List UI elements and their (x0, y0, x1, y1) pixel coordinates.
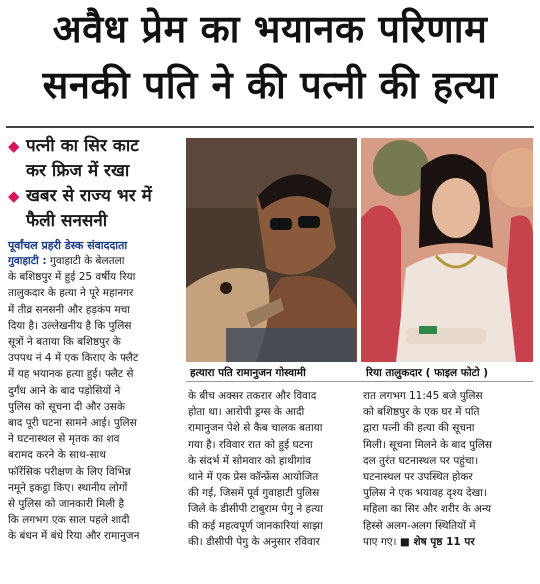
article-line: बरामद करने के साथ-साथ (8, 449, 106, 462)
bullet-2-line-1: ◆ खबर से राज्य भर में (8, 184, 180, 209)
accused-photo-illustration (186, 138, 357, 362)
diamond-icon: ◆ (8, 137, 20, 155)
article-line: हिस्से अलग-अलग स्थितियों में (363, 519, 476, 532)
article-line: के संदर्भ में सोमवार को हाथीगांव (188, 454, 312, 467)
article-line: ने घटनास्थल से मृतक का शव (8, 433, 120, 446)
article-line: दल तुरंत घटनास्थल पर पहुंचा। (363, 454, 479, 467)
bullet-1-line-2: कर फ्रिज में रखा (26, 161, 130, 181)
article-line: से पुलिस को जानकारी मिली है (8, 498, 125, 511)
article-line: गुवाहाटी : गुवाहाटी के बेलतला (8, 255, 125, 267)
article-line: गया है। रविवार रात को हुई घटना (188, 438, 313, 451)
continued-on-page: ■ शेष पृष्ठ 11 पर (399, 535, 475, 548)
article-line: कि लगभग एक साल पहले शादी (8, 514, 130, 527)
article-line: को बशिष्ठपुर के एक घर में पति (363, 406, 480, 419)
article-line: रात लगभग 11:45 बजे पुलिस (363, 390, 483, 402)
article-line: रामानुजन पेशे से कैब चालक बताया (188, 422, 323, 435)
dateline: गुवाहाटी : (8, 255, 47, 267)
article-line: थाने में एक प्रेस कॉन्फ्रेंस आयोजित (188, 471, 319, 484)
victim-photo-illustration (361, 138, 533, 362)
article-line: की कई महत्वपूर्ण जानकारियां साझा (188, 519, 323, 532)
article-line: महिला का सिर और शरीर के अन्य (363, 503, 492, 516)
headline-divider (6, 126, 534, 128)
headline-line-1: अवैध प्रेम का भयानक परिणाम (52, 7, 488, 51)
article-line: घटनास्थल पर उपस्थित होकर (363, 471, 473, 484)
article-line: की गई, जिसमें पूर्व गुवाहाटी पुलिस (188, 487, 320, 500)
victim-photo (361, 138, 533, 362)
victim-photo-caption: रिया तालुकदार ( फाइल फोटो ) (366, 367, 489, 379)
article-line: दिया है। उल्लेखनीय है कि पुलिस (8, 319, 132, 332)
caption-divider (186, 381, 533, 382)
article-line: सूत्रों ने बताया कि बशिष्ठपुर के (8, 336, 121, 349)
article-line: की। डीसीपी पेगु के अनुसार रविवार (188, 535, 320, 548)
article-line: पुलिस को सूचना दी और उसके (8, 400, 125, 413)
highlight-bullets (8, 134, 180, 234)
article-line: के बशिष्ठपुर में हुई 25 वर्षीय रिया (8, 271, 136, 284)
article-column-2 (188, 388, 354, 550)
article-line: पुलिस ने एक भयावह दृश्य देखा। (363, 487, 487, 500)
accused-photo-caption: हत्यारा पति रामानुजन गोस्वामी (190, 367, 306, 379)
article-line: फॉरेंसिक परीक्षण के लिए विभिन्न (8, 465, 131, 478)
article-column-1 (8, 253, 181, 545)
diamond-icon: ◆ (8, 187, 20, 205)
article-line-last: पाए गए। ■ शेष पृष्ठ 11 पर (363, 535, 475, 548)
article-line: दुर्गंध आने के बाद पड़ोसियों ने (8, 384, 121, 397)
article-line: में तीव्र सनसनी और हड़कंप मचा (8, 303, 131, 316)
headline-line-2: सनकी पति ने की पत्नी की हत्या (42, 63, 498, 107)
article-line: उपपथ नं 4 में एक किराए के फ्लैट (8, 352, 139, 365)
article-line: द्वारा पत्नी की हत्या की सूचना (363, 422, 475, 435)
article-line: होता था। आरोपी ड्रग्स के आदी (188, 406, 305, 419)
bullet-1-line-1: ◆ पत्नी का सिर काट (8, 134, 180, 159)
article-line: बाद पूरी घटना सामने आई। पुलिस (8, 417, 137, 430)
article-line: नमूने इकट्ठा किए। स्थानीय लोगों (8, 481, 128, 494)
byline: पूर्वांचल प्रहरी डेस्क संवाददाता (8, 239, 128, 252)
article-line: मिली। सूचना मिलने के बाद पुलिस (363, 438, 493, 451)
accused-photo (186, 138, 357, 362)
article-column-3 (363, 388, 533, 550)
article-line: तालुकदार के हत्या ने पूरे महानगर (8, 287, 134, 300)
article-line: जिले के डीसीपी टाबुराम पेगु ने हत्या (188, 503, 323, 516)
article-line: में यह भयानक हत्या हुई। फ्लैट से (8, 368, 134, 381)
article-line: के बीच अक्सर तकरार और विवाद (188, 390, 317, 402)
bullet-2-line-2: फैली सनसनी (26, 211, 108, 231)
article-line: के बंधन में बंधे रिया और रामानुजन (8, 530, 140, 543)
